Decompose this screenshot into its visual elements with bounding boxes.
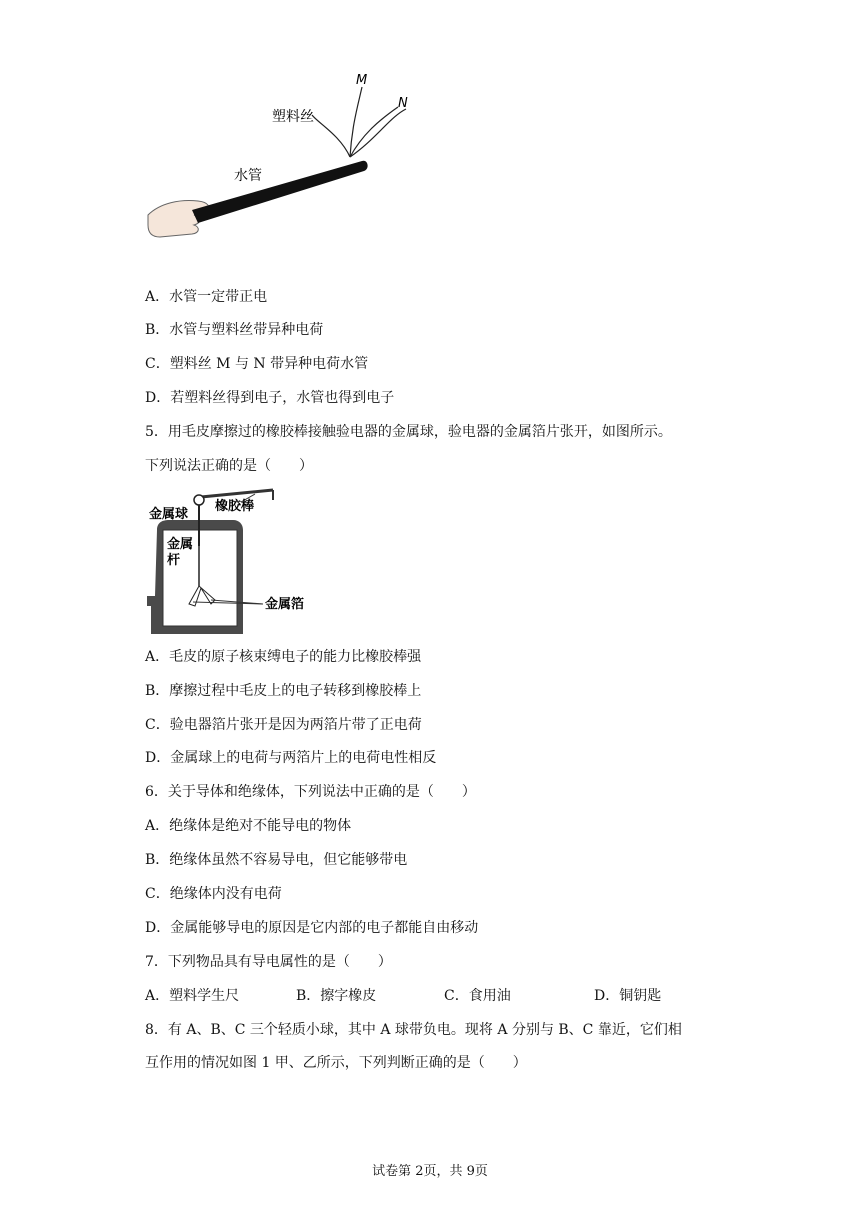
page-footer: 试卷第 2页，共 9页 [372,1164,488,1179]
q4-option-a: A．水管一定带正电 [145,289,268,305]
label-plastic: 塑料丝 [272,109,314,125]
q5-option-d: D．金属球上的电荷与两箔片上的电荷电性相反 [145,750,437,766]
q6-option-b: B．绝缘体虽然不容易导电，但它能够带电 [145,852,408,868]
plastic-strands [312,87,406,157]
label-stem-2: 杆 [167,553,181,568]
q8-stem-line1: 8．有 A、B、C 三个轻质小球，其中 A 球带负电。现将 A 分别与 B、C 靠近，它们相 [145,1022,682,1038]
electroscope-body [147,520,243,634]
q6-option-c: C．绝缘体内没有电荷 [145,886,282,902]
q7-option-a: A．塑料学生尺 [145,988,240,1004]
q5-stem-line2: 下列说法正确的是（ ） [145,458,313,474]
q7-option-c: C．食用油 [444,988,511,1004]
q4-option-b: B．水管与塑料丝带异种电荷 [145,322,324,338]
q4-option-c: C．塑料丝 M 与 N 带异种电荷水管 [145,356,369,372]
metal-ball [194,495,204,505]
figure-pipe-plastic [140,65,440,245]
label-ball: 金属球 [149,507,189,522]
label-pipe: 水管 [234,168,262,184]
q5-option-b: B．摩擦过程中毛皮上的电子转移到橡胶棒上 [145,683,422,699]
q6-option-d: D．金属能够导电的原因是它内部的电子都能自由移动 [145,920,479,936]
q6-stem: 6．关于导体和绝缘体，下列说法中正确的是（ ） [145,784,476,800]
water-pipe [192,161,368,223]
q7-option-b: B．擦字橡皮 [296,988,377,1004]
label-n: N [398,96,408,111]
q6-option-a: A．绝缘体是绝对不能导电的物体 [145,818,352,834]
rubber-rod [201,490,273,497]
q4-option-d: D．若塑料丝得到电子，水管也得到电子 [145,390,395,406]
q5-stem-line1: 5．用毛皮摩擦过的橡胶棒接触验电器的金属球，验电器的金属箔片张开，如图所示。 [145,424,672,440]
label-foil: 金属箔 [265,597,305,612]
q7-stem: 7．下列物品具有导电属性的是（ ） [145,954,392,970]
label-stem-1: 金属 [167,537,194,552]
q8-stem-line2: 互作用的情况如图 1 甲、乙所示，下列判断正确的是（ ） [145,1055,527,1071]
q7-option-d: D．铜钥匙 [594,988,662,1004]
q5-option-a: A．毛皮的原子核束缚电子的能力比橡胶棒强 [145,649,422,665]
label-rod: 橡胶棒 [215,499,255,514]
label-m: M [356,73,368,88]
q5-option-c: C．验电器箔片张开是因为两箔片带了正电荷 [145,717,422,733]
figure-electroscope [145,486,305,636]
